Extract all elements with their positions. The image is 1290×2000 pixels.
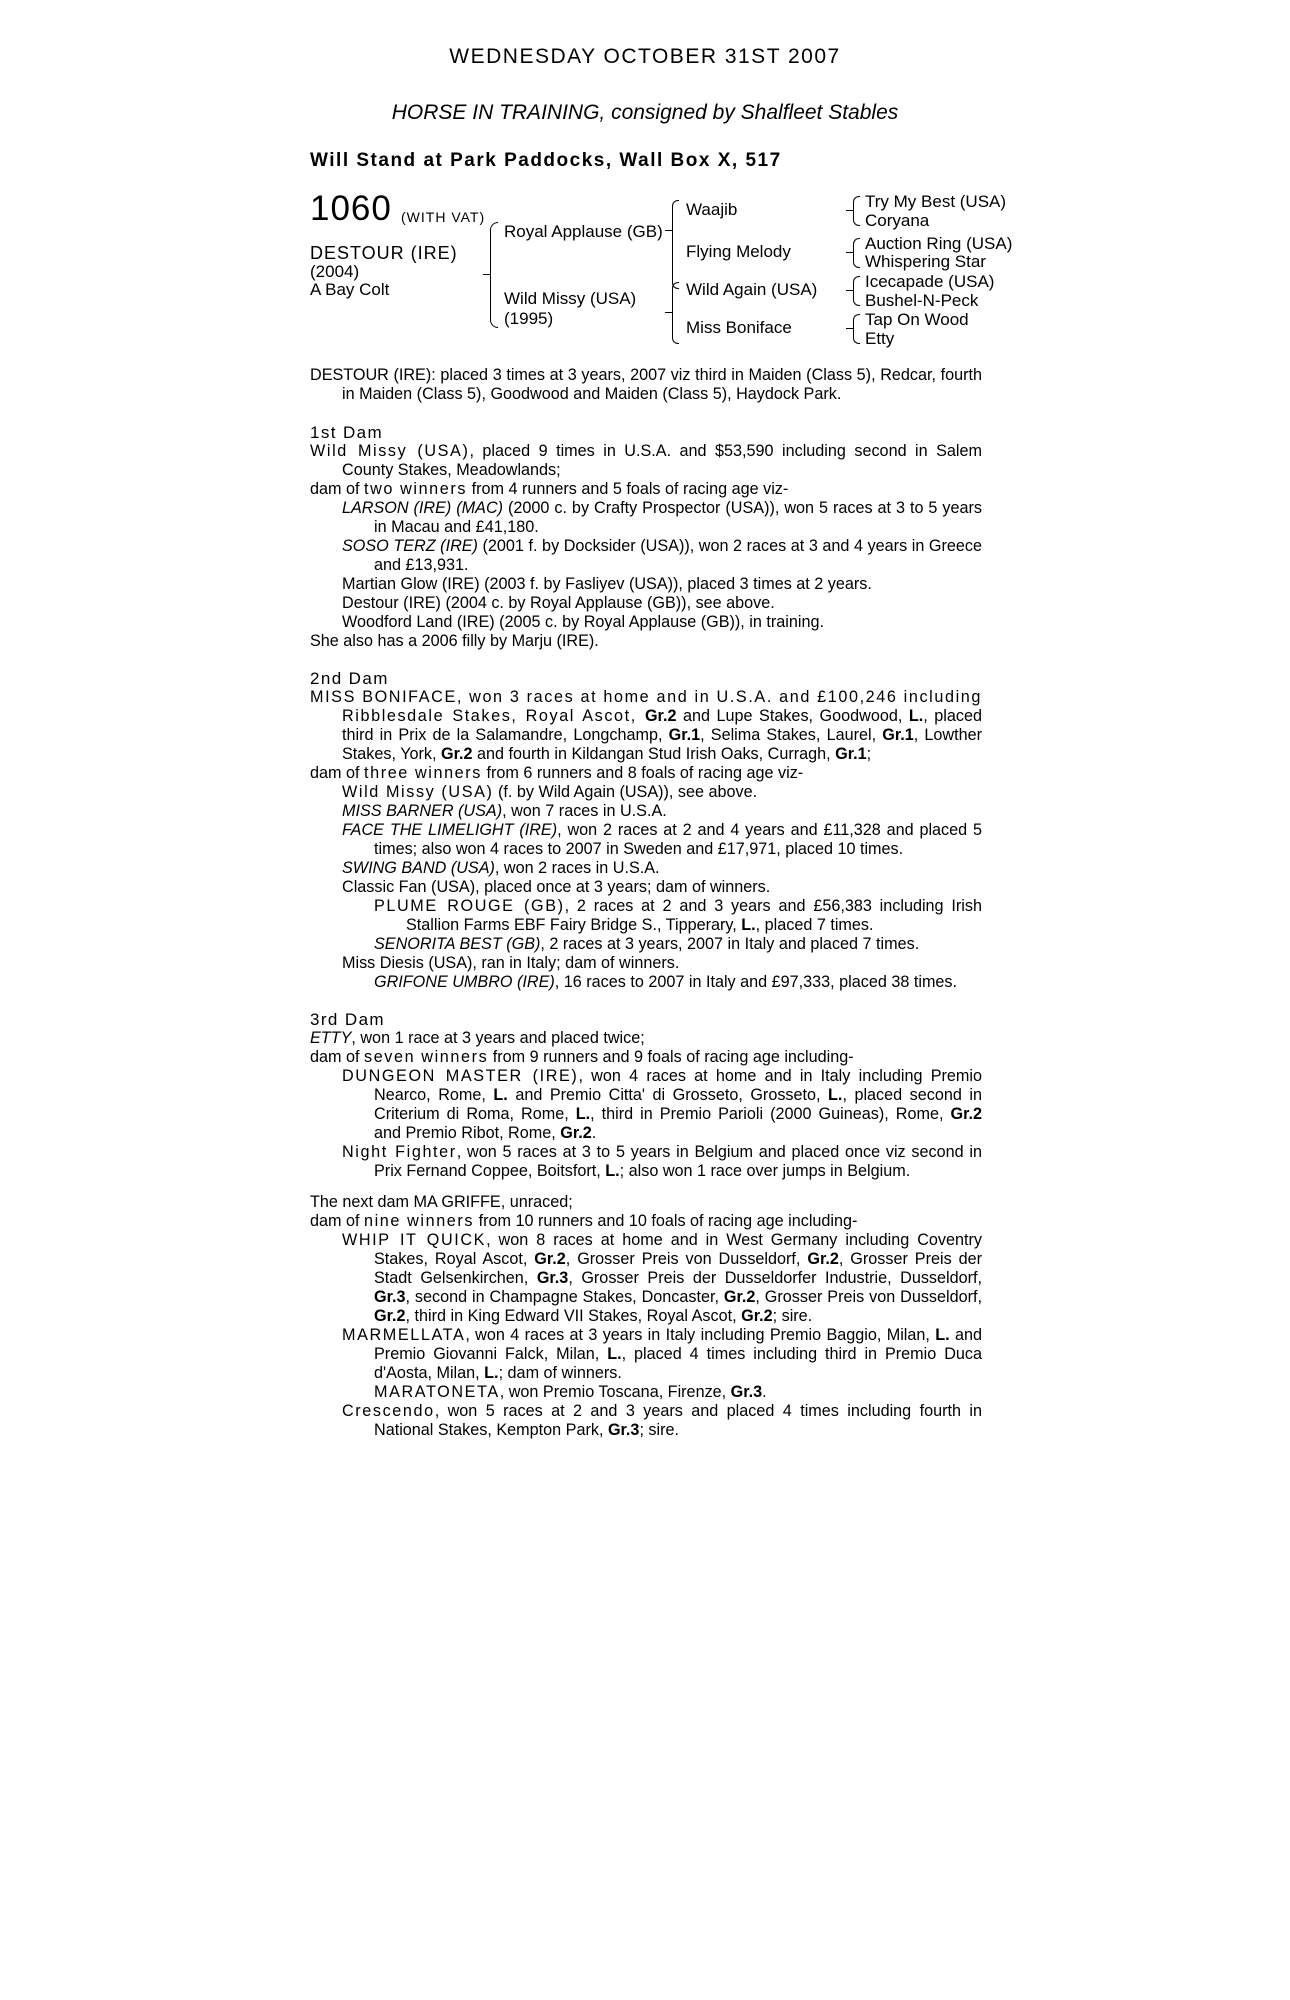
race-grade: Gr.2: [534, 1250, 566, 1268]
produce-entry: [310, 802, 982, 821]
produce-entry: [310, 1231, 982, 1326]
third-dam-name: ETTY: [310, 1029, 352, 1047]
pedigree-bracket: [846, 252, 854, 253]
pedigree-bracket: [483, 274, 491, 275]
dam-of-label: dam of: [310, 764, 364, 782]
record-text: and fourth in Kildangan Stud Irish Oaks, Curragh,: [472, 745, 836, 763]
race-grade: Gr.2: [644, 707, 677, 725]
race-grade: Gr.2: [374, 1307, 406, 1325]
produce-name: DUNGEON MASTER (IRE): [342, 1067, 579, 1085]
sale-date: WEDNESDAY OCTOBER 31ST 2007: [449, 45, 841, 68]
dam-sire-name: Wild Again (USA): [686, 280, 818, 299]
record-text: and Lupe Stakes, Goodwood,: [676, 707, 909, 725]
produce-summary: from 6 runners and 8 foals of racing age viz-: [481, 764, 804, 782]
ancestor-g3: Etty: [865, 329, 895, 348]
produce-name: Wild Missy (USA): [342, 783, 494, 801]
ancestor-g3: Coryana: [865, 211, 930, 230]
dam-of-label: dam of: [310, 1212, 364, 1230]
produce-record: , third in King Edward VII Stakes, Royal Ascot,: [405, 1307, 742, 1325]
produce-record: .: [762, 1383, 767, 1401]
pedigree-bracket: [853, 196, 860, 226]
produce-name: Night Fighter: [342, 1143, 457, 1161]
first-dam-produce-line: [310, 480, 982, 499]
produce-record: , won 2 races at 2 and 4 years and £11,328 and placed 5 times; also won 4 races to 2007 in Sweden and £17,971, placed 10 times.: [374, 821, 983, 858]
produce-record: , won Premio Toscana, Firenze,: [499, 1383, 731, 1401]
produce-entry: Destour (IRE) (2004 c. by Royal Applause (GB)), see above.: [342, 594, 775, 612]
summary-text: DESTOUR (IRE): placed 3 times at 3 years, 2007 viz third in Maiden (Class 5), Redcar, fourth in Maiden (Class 5), Goodwood and Maiden (Class 5), Haydock Park.: [310, 366, 982, 403]
dam-of-label: dam of: [310, 480, 364, 498]
produce-name: SENORITA BEST (GB): [374, 935, 541, 953]
first-dam-name: Wild Missy (USA): [310, 442, 470, 460]
produce-record: , won 4 races at 3 years in Italy including Premio Baggio, Milan,: [465, 1326, 936, 1344]
race-grade: L.: [741, 916, 756, 934]
produce-name: PLUME ROUGE (GB): [374, 897, 565, 915]
race-grade: Gr.2: [741, 1307, 773, 1325]
horse-description: A Bay Colt: [310, 280, 390, 299]
produce-record: (f. by Wild Again (USA)), see above.: [493, 783, 758, 801]
first-dam-record: [310, 442, 982, 480]
produce-summary: from 4 runners and 5 foals of racing age viz-: [467, 480, 789, 498]
race-grade: L.: [575, 1105, 591, 1123]
grand-produce-entry: [310, 935, 982, 954]
first-dam-heading: 1st Dam: [310, 423, 384, 442]
race-grade: Gr.1: [882, 726, 914, 744]
grand-produce-entry: [310, 973, 982, 992]
race-grade: Gr.1: [668, 726, 701, 744]
race-grade: Gr.3: [607, 1421, 640, 1439]
pedigree-bracket: [490, 222, 498, 328]
produce-entry: [310, 1143, 982, 1181]
produce-record: (2000 c. by Crafty Prospector (USA)), won 5 races at 3 to 5 years in Macau and £41,180.: [374, 499, 982, 536]
produce-record: ; also won 1 race over jumps in Belgium.: [619, 1162, 911, 1180]
record-text: , placed third in Prix de la Salamandre, Longchamp,: [342, 707, 982, 744]
produce-record: , third in Premio Parioli (2000 Guineas), Rome,: [590, 1105, 951, 1123]
produce-record: ; dam of winners.: [498, 1364, 622, 1382]
race-grade: L.: [607, 1345, 622, 1363]
produce-entry: [310, 1067, 982, 1143]
produce-record: and Premio Giovanni Falck, Milan,: [374, 1326, 982, 1363]
produce-name: LARSON (IRE) (MAC): [342, 499, 504, 517]
lot-number: 1060: [310, 189, 392, 228]
produce-record: , Grosser Preis von Dusseldorf,: [755, 1288, 982, 1306]
race-grade: Gr.3: [730, 1383, 763, 1401]
produce-record: , 16 races to 2007 in Italy and £97,333, placed 38 times.: [554, 973, 958, 991]
horse-name: DESTOUR (IRE): [310, 243, 458, 263]
produce-entry: [310, 859, 982, 878]
sire-sire-name: Waajib: [686, 200, 738, 219]
sire-name: Royal Applause (GB): [504, 222, 663, 241]
produce-entry: [310, 499, 982, 537]
produce-entry: Woodford Land (IRE) (2005 c. by Royal Applause (GB)), in training.: [342, 613, 824, 631]
race-grade: L.: [605, 1162, 620, 1180]
pedigree-bracket: [846, 328, 854, 329]
next-dam-produce-line: [310, 1212, 982, 1231]
produce-record: , 2 races at 2 and 3 years and £56,383 including Irish Stallion Farms EBF Fairy Bridge S., Tipperary,: [406, 897, 982, 934]
sire-dam-name: Flying Melody: [686, 242, 791, 261]
third-dam-record: [310, 1029, 982, 1048]
second-dam-heading: 2nd Dam: [310, 669, 389, 688]
produce-record: , won 7 races in U.S.A.: [502, 802, 667, 820]
record-text: ;: [866, 745, 872, 763]
ancestor-g3: Whispering Star: [865, 252, 986, 271]
pedigree-bracket: [665, 312, 673, 313]
race-grade: Gr.2: [440, 745, 473, 763]
produce-name: GRIFONE UMBRO (IRE): [374, 973, 555, 991]
produce-record: .: [591, 1124, 597, 1142]
produce-record: , Grosser Preis der Stadt Gelsenkirchen,: [374, 1250, 982, 1287]
produce-summary: from 10 runners and 10 foals of racing age including-: [474, 1212, 858, 1230]
winners-count: two winners: [364, 480, 468, 498]
produce-record: , won 5 races at 2 and 3 years and placed 4 times including fourth in National Stakes, Kempton Park,: [374, 1402, 982, 1439]
produce-entry: [310, 821, 982, 859]
race-grade: Gr.2: [950, 1105, 982, 1123]
race-grade: Gr.1: [835, 745, 867, 763]
ancestor-g3: Icecapade (USA): [865, 272, 995, 291]
race-grade: Gr.2: [807, 1250, 839, 1268]
produce-record: and Premio Ribot, Rome,: [374, 1124, 561, 1142]
pedigree-bracket: [665, 230, 673, 231]
record-text: , Lowther Stakes, York,: [342, 726, 982, 763]
stand-location: Will Stand at Park Paddocks, Wall Box X, 517: [310, 150, 782, 171]
second-dam-produce-line: [310, 764, 982, 783]
second-dam-name: MISS BONIFACE: [310, 688, 457, 706]
record-text: , Selima Stakes, Laurel,: [700, 726, 883, 744]
produce-record: , Grosser Preis von Dusseldorf,: [565, 1250, 808, 1268]
produce-entry: [310, 783, 982, 802]
produce-record: , placed 7 times.: [755, 916, 874, 934]
next-dam-line: The next dam MA GRIFFE, unraced;: [310, 1193, 573, 1211]
race-grade: Gr.3: [374, 1288, 406, 1306]
produce-entry: [310, 537, 982, 575]
pedigree-bracket: [672, 200, 679, 245]
race-grade: Gr.2: [723, 1288, 756, 1306]
consignment-line: HORSE IN TRAINING, consigned by Shalfleet Stables: [391, 101, 899, 124]
dam-dam-name: Miss Boniface: [686, 318, 792, 337]
produce-record: (2001 f. by Docksider (USA)), won 2 races at 3 and 4 years in Greece and £13,931.: [374, 537, 982, 574]
race-summary: [310, 366, 982, 404]
dam-of-label: dam of: [310, 1048, 364, 1066]
produce-record: ; sire.: [772, 1307, 813, 1325]
third-dam-produce-line: [310, 1048, 982, 1067]
vat-note: (WITH VAT): [401, 209, 486, 225]
second-dam-record: [310, 688, 982, 764]
first-dam-record-text: , placed 9 times in U.S.A. and $53,590 including second in Salem County Stakes, Meadowlands;: [342, 442, 982, 479]
record-text: , won 1 race at 3 years and placed twice;: [351, 1029, 645, 1047]
ancestor-g3: Try My Best (USA): [865, 192, 1007, 211]
race-grade: L.: [935, 1326, 950, 1344]
race-grade: Gr.2: [560, 1124, 592, 1142]
ancestor-g3: Auction Ring (USA): [865, 234, 1013, 253]
produce-name: WHIP IT QUICK: [342, 1231, 487, 1249]
produce-name: SOSO TERZ (IRE): [342, 537, 478, 555]
race-grade: L.: [908, 707, 924, 725]
produce-summary: from 9 runners and 9 foals of racing age including-: [488, 1048, 854, 1066]
pedigree-bracket: [672, 282, 679, 344]
pedigree-bracket: [846, 290, 854, 291]
produce-record: , 2 races at 3 years, 2007 in Italy and placed 7 times.: [540, 935, 920, 953]
race-grade: L.: [493, 1086, 508, 1104]
produce-name: MISS BARNER (USA): [342, 802, 503, 820]
produce-name: SWING BAND (USA): [342, 859, 495, 877]
first-dam-section: [310, 423, 982, 651]
winners-count: nine winners: [364, 1212, 475, 1230]
first-dam-note: She also has a 2006 filly by Marju (IRE).: [310, 632, 599, 650]
produce-name: Crescendo: [342, 1402, 435, 1420]
dam-name: Wild Missy (USA): [504, 289, 637, 308]
winners-count: three winners: [364, 764, 482, 782]
produce-record: , won 4 races at home and in Italy including Premio Nearco, Rome,: [374, 1067, 983, 1104]
third-dam-heading: 3rd Dam: [310, 1010, 385, 1029]
third-dam-section: [310, 1010, 982, 1181]
produce-entry: [310, 1402, 982, 1440]
produce-record: , won 8 races at home and in West Germany including Coventry Stakes, Royal Ascot,: [374, 1231, 982, 1268]
produce-record: , won 2 races in U.S.A.: [494, 859, 660, 877]
dam-year: (1995): [504, 309, 554, 328]
produce-name: FACE THE LIMELIGHT (IRE): [342, 821, 558, 839]
race-grade: L.: [828, 1086, 843, 1104]
produce-name: MARATONETA: [374, 1383, 500, 1401]
produce-record: , won 5 races at 3 to 5 years in Belgium and placed once viz second in Prix Fernand Coppee, Boitsfort,: [374, 1143, 982, 1180]
produce-entry: Martian Glow (IRE) (2003 f. by Fasliyev (USA)), placed 3 times at 2 years.: [342, 575, 872, 593]
second-dam-section: [310, 669, 982, 992]
race-grade: L.: [484, 1364, 499, 1382]
produce-entry: Miss Diesis (USA), ran in Italy; dam of winners.: [342, 954, 680, 972]
pedigree-bracket: [853, 314, 860, 344]
winners-count: seven winners: [364, 1048, 489, 1066]
race-grade: Gr.3: [536, 1269, 569, 1287]
next-dam-section: [310, 1193, 982, 1440]
produce-record: , placed second in Criterium di Roma, Rome,: [374, 1086, 982, 1123]
produce-record: , placed 4 times including third in Premio Duca d'Aosta, Milan,: [374, 1345, 982, 1382]
ancestor-g3: Tap On Wood: [865, 310, 969, 329]
ancestor-g3: Bushel-N-Peck: [865, 291, 979, 310]
produce-record: , second in Champagne Stakes, Doncaster,: [405, 1288, 724, 1306]
pedigree-bracket: [853, 276, 860, 306]
foaling-year: (2004): [310, 262, 360, 281]
produce-record: , Grosser Preis der Dusseldorfer Industrie, Dusseldorf,: [568, 1269, 982, 1287]
produce-entry: Classic Fan (USA), placed once at 3 years; dam of winners.: [342, 878, 771, 896]
produce-record: and Premio Citta' di Grosseto, Grosseto,: [507, 1086, 829, 1104]
record-text: , won 3 races at home and in U.S.A. and £100,246 including Ribblesdale Stakes, Royal Ascot,: [342, 688, 982, 725]
produce-entry: [310, 1326, 982, 1383]
produce-name: MARMELLATA: [342, 1326, 466, 1344]
pedigree-bracket: [846, 210, 854, 211]
grand-produce-entry: [310, 1383, 982, 1402]
grand-produce-entry: [310, 897, 982, 935]
pedigree-bracket: [853, 238, 860, 268]
produce-record: ; sire.: [639, 1421, 680, 1439]
